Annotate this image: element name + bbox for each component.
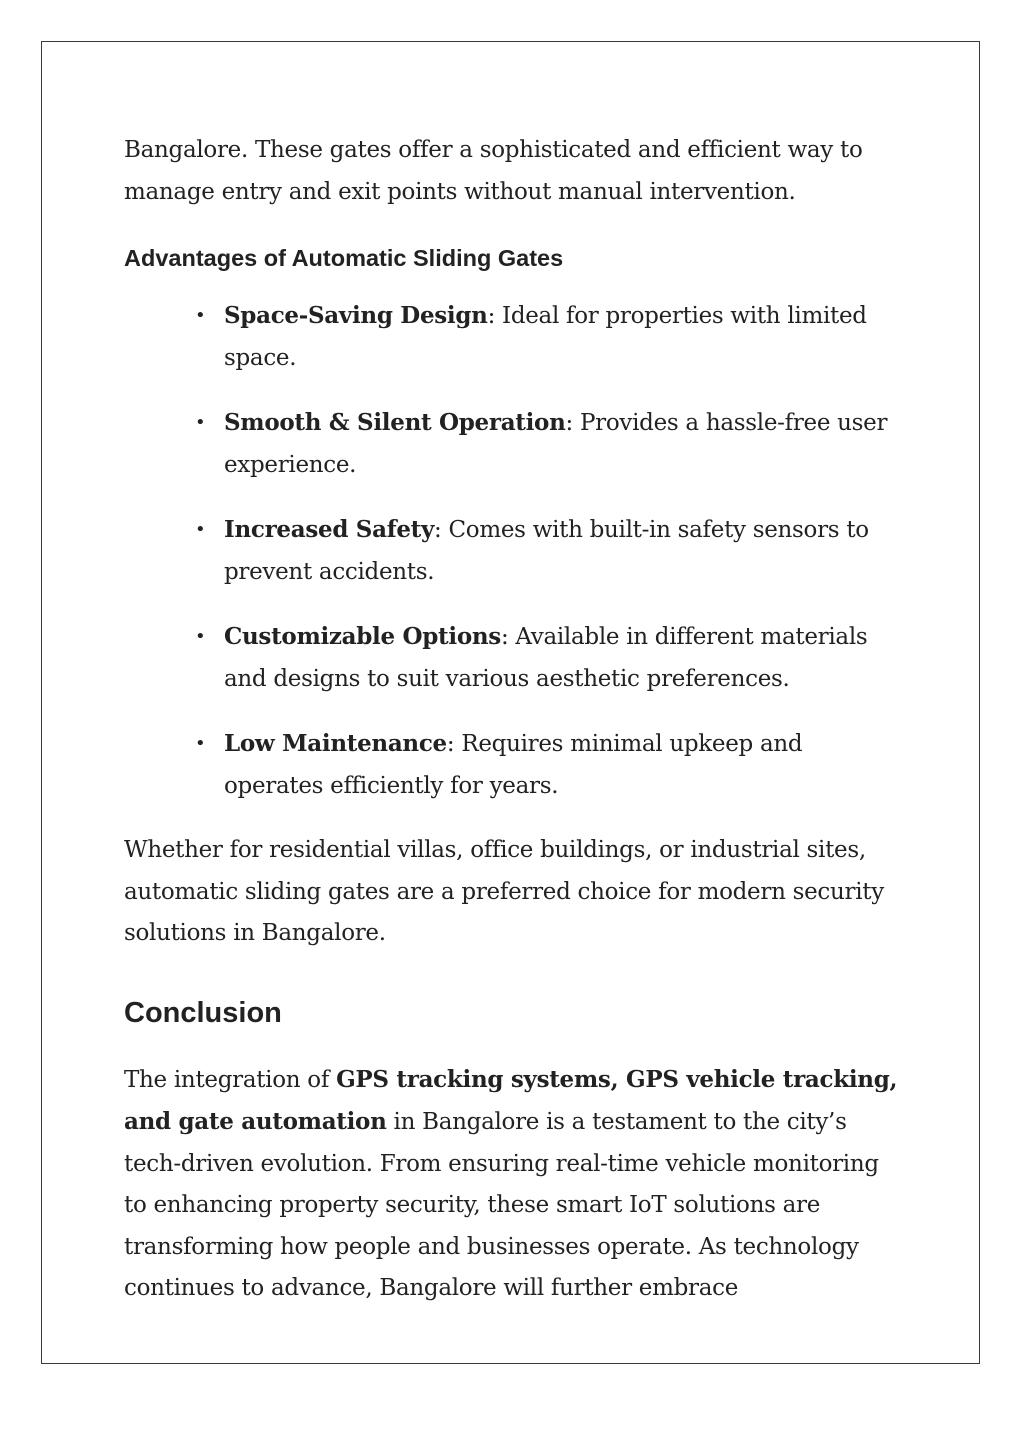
bullet-icon: • xyxy=(195,412,206,433)
conclusion-paragraph xyxy=(124,1059,899,1310)
list-item xyxy=(195,295,899,379)
list-item-desc: : Ideal for properties with limited space. xyxy=(224,303,867,371)
conclusion-rest: in Bangalore is a testament to the city’s tech-driven evolution. From ensuring real-time vehicle monitoring to enhancing property security, these smart IoT solutions are transforming how people and businesses operate. As technology continues to advance, Bangalore will further embrace xyxy=(124,1109,879,1301)
list-item-term: Space-Saving Design xyxy=(224,302,488,329)
list-item-term: Low Maintenance xyxy=(224,730,447,757)
list-item-term: Smooth & Silent Operation xyxy=(224,409,566,436)
advantages-list xyxy=(124,295,899,807)
list-item-desc: : Available in different materials and designs to suit various aesthetic preferences. xyxy=(224,624,868,692)
conclusion-bold: GPS tracking systems, GPS vehicle tracking, and gate automation xyxy=(124,1065,898,1135)
bullet-icon: • xyxy=(195,519,206,540)
conclusion-lead: The integration of xyxy=(124,1066,337,1093)
list-item-desc: : Requires minimal upkeep and operates efficiently for years. xyxy=(224,731,803,799)
bullet-icon: • xyxy=(195,626,206,647)
list-item-term: Increased Safety xyxy=(224,516,435,543)
bullet-icon: • xyxy=(195,733,206,754)
document-content xyxy=(124,130,899,1310)
list-item xyxy=(195,616,899,700)
intro-paragraph: Bangalore. These gates offer a sophisticated and efficient way to manage entry and exit points without manual intervention. xyxy=(124,137,863,205)
list-item-term: Customizable Options xyxy=(224,623,501,650)
list-item xyxy=(195,402,899,486)
closing-paragraph: Whether for residential villas, office buildings, or industrial sites, automatic sliding gates are a preferred choice for modern security solutions in Bangalore. xyxy=(124,837,884,946)
list-item-desc: : Comes with built-in safety sensors to prevent accidents. xyxy=(224,517,869,585)
conclusion-heading: Conclusion xyxy=(124,996,282,1029)
list-item xyxy=(195,509,899,593)
advantages-heading: Advantages of Automatic Sliding Gates xyxy=(124,245,564,271)
bullet-icon: • xyxy=(195,305,206,326)
list-item xyxy=(195,723,899,807)
list-item-desc: : Provides a hassle-free user experience. xyxy=(224,410,888,478)
